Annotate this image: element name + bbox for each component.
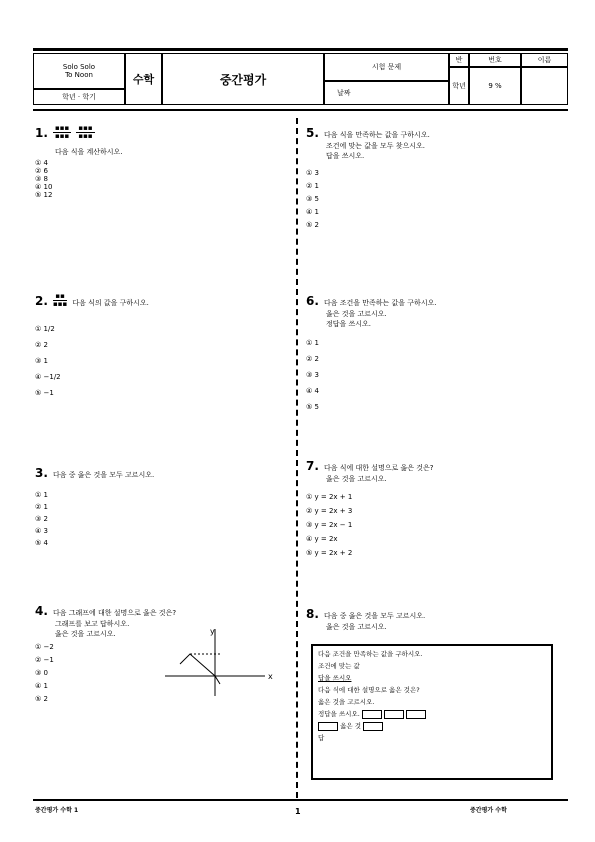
- choice-5[interactable]: ⑤ 2: [306, 221, 319, 229]
- question-2: [35, 290, 285, 401]
- question-text-3: 정답을 쓰시오.: [326, 320, 372, 328]
- question-text-2: 옳은 것을 고르시오.: [326, 310, 387, 318]
- condition-box: [311, 644, 553, 780]
- choice-3[interactable]: ③ 1: [35, 357, 48, 365]
- choice-5[interactable]: ⑤ 5: [306, 403, 319, 411]
- question-1: [35, 122, 285, 199]
- page-number: 1: [295, 807, 301, 816]
- box-line-1: 다음 조건을 만족하는 값을 구하시오.: [318, 650, 423, 658]
- choice-1[interactable]: ① 1: [35, 491, 48, 499]
- answer-box[interactable]: [406, 710, 426, 719]
- answer-box[interactable]: [318, 722, 338, 731]
- column-divider: [296, 118, 298, 798]
- question-text-2: 옳은 것을 고르시오.: [326, 475, 387, 483]
- question-text-2: 그래프를 보고 답하시오.: [55, 620, 130, 628]
- footer-right: 중간평가 수학: [470, 807, 507, 814]
- choice-3[interactable]: ③ 5: [306, 195, 319, 203]
- score-box: [521, 67, 568, 105]
- grade-label: 학년: [449, 67, 469, 105]
- question-8: [306, 603, 556, 632]
- question-number: 3.: [35, 466, 48, 480]
- choice-2[interactable]: ② 1: [35, 503, 48, 511]
- question-text-3: 옳은 것을 고르시오.: [55, 630, 116, 638]
- question-3: [35, 462, 285, 549]
- choice-2[interactable]: ② 2: [35, 341, 48, 349]
- choice-1[interactable]: ① 1: [306, 339, 319, 347]
- question-number: 6.: [306, 294, 319, 308]
- choice-4[interactable]: ④ 10: [35, 183, 53, 191]
- choice-2[interactable]: ② 1: [306, 182, 319, 190]
- answer-box[interactable]: [362, 710, 382, 719]
- question-6: [306, 290, 556, 415]
- question-text: 다음 그래프에 대한 설명으로 옳은 것은?: [53, 609, 177, 617]
- footer-rule: [33, 799, 568, 801]
- exam-header: [33, 48, 568, 111]
- question-text-3: 답을 쓰시오.: [326, 152, 365, 160]
- box-line-4: 다음 식에 대한 설명으로 옳은 것은?: [318, 686, 420, 694]
- question-text: 다음 식의 값을 구하시오.: [72, 299, 149, 307]
- question-number: 1.: [35, 126, 48, 140]
- date-cell: 날짜: [324, 81, 449, 105]
- choice-3[interactable]: ③ 0: [35, 669, 48, 677]
- question-7: [306, 455, 556, 560]
- question-text: 다음 중 옳은 것을 모두 고르시오.: [53, 471, 155, 479]
- question-number: 8.: [306, 607, 319, 621]
- question-number: 2.: [35, 294, 48, 308]
- exam-title: 중간평가: [162, 53, 324, 105]
- choice-2[interactable]: ② 2: [306, 355, 319, 363]
- choice-1[interactable]: ① −2: [35, 643, 54, 651]
- choice-4[interactable]: ④ 1: [306, 208, 319, 216]
- choice-5[interactable]: ⑤ −1: [35, 389, 54, 397]
- exam-label-cell: 시험 문제: [324, 53, 449, 81]
- choice-3[interactable]: ③ 8: [35, 175, 48, 183]
- question-text: 다음 조건을 만족하는 값을 구하시오.: [324, 299, 437, 307]
- subject-small: Solo Solo: [62, 63, 96, 71]
- choice-4[interactable]: ④ 3: [35, 527, 48, 535]
- question-text: 다음 식을 계산하시오.: [55, 148, 123, 156]
- box-line-3: 답을 쓰시오: [318, 674, 352, 682]
- subject-cell: 수학: [125, 53, 162, 105]
- answer-box[interactable]: [384, 710, 404, 719]
- score-mark: 9 %: [469, 67, 521, 105]
- fraction: $\frac{▪▪▪}{▪▪▪}$: [78, 124, 93, 140]
- coordinate-graph: [160, 624, 280, 699]
- choice-2[interactable]: ② −1: [35, 656, 54, 664]
- semester-cell: 학년 · 학기: [33, 89, 125, 105]
- choice-1[interactable]: ① 4: [35, 159, 48, 167]
- question-text-2: 조건에 맞는 값을 모두 찾으시오.: [326, 142, 426, 150]
- question-text: 다음 식을 만족하는 값을 구하시오.: [324, 131, 430, 139]
- choice-3[interactable]: ③ 2: [35, 515, 48, 523]
- choice-3[interactable]: ③ 3: [306, 371, 319, 379]
- choice-1[interactable]: ① y = 2x + 1: [306, 493, 353, 501]
- question-number: 7.: [306, 459, 319, 473]
- fraction: $\frac{▪▪}{▪▪▪}$: [53, 292, 68, 308]
- question-number: 5.: [306, 126, 319, 140]
- question-text: 다음 식에 대한 설명으로 옳은 것은?: [324, 464, 434, 472]
- choice-4[interactable]: ④ 1: [35, 682, 48, 690]
- footer-left: 중간평가 수학 1: [35, 807, 79, 814]
- name-label: 이름: [521, 53, 568, 67]
- question-text-2: 옳은 것을 고르시오.: [326, 623, 387, 631]
- box-line-2: 조건에 맞는 값: [318, 662, 360, 670]
- question-5: [306, 122, 556, 232]
- y-label: y: [210, 627, 215, 636]
- choice-2[interactable]: ② y = 2x + 3: [306, 507, 353, 515]
- choice-4[interactable]: ④ −1/2: [35, 373, 61, 381]
- box-line-8: 답: [318, 734, 325, 742]
- choice-5[interactable]: ⑤ 4: [35, 539, 48, 547]
- answer-box[interactable]: [363, 722, 383, 731]
- choice-3[interactable]: ③ y = 2x − 1: [306, 521, 353, 529]
- box-line-7: 옳은 것: [318, 720, 546, 732]
- choice-4[interactable]: ④ 4: [306, 387, 319, 395]
- subject-info-cell: [33, 53, 125, 89]
- choice-5[interactable]: ⑤ 12: [35, 191, 53, 199]
- choice-1[interactable]: ① 3: [306, 169, 319, 177]
- question-number: 4.: [35, 604, 48, 618]
- fraction: $\frac{▪▪▪}{▪▪▪}$: [55, 124, 70, 140]
- x-label: x: [268, 672, 273, 681]
- choice-2[interactable]: ② 6: [35, 167, 48, 175]
- choice-1[interactable]: ① 1/2: [35, 325, 55, 333]
- box-line-6: 정답을 쓰시오.: [318, 708, 546, 720]
- choice-5[interactable]: ⑤ y = 2x + 2: [306, 549, 353, 557]
- number-label: 번호: [469, 53, 521, 67]
- choice-4[interactable]: ④ y = 2x: [306, 535, 338, 543]
- choice-5[interactable]: ⑤ 2: [35, 695, 48, 703]
- class-label: 반: [449, 53, 469, 67]
- question-text: 다음 중 옳은 것을 모두 고르시오.: [324, 612, 426, 620]
- subject-small-2: To Noon: [65, 71, 93, 79]
- graph-line: [180, 654, 220, 684]
- box-line-5: 옳은 것을 고르시오.: [318, 698, 375, 706]
